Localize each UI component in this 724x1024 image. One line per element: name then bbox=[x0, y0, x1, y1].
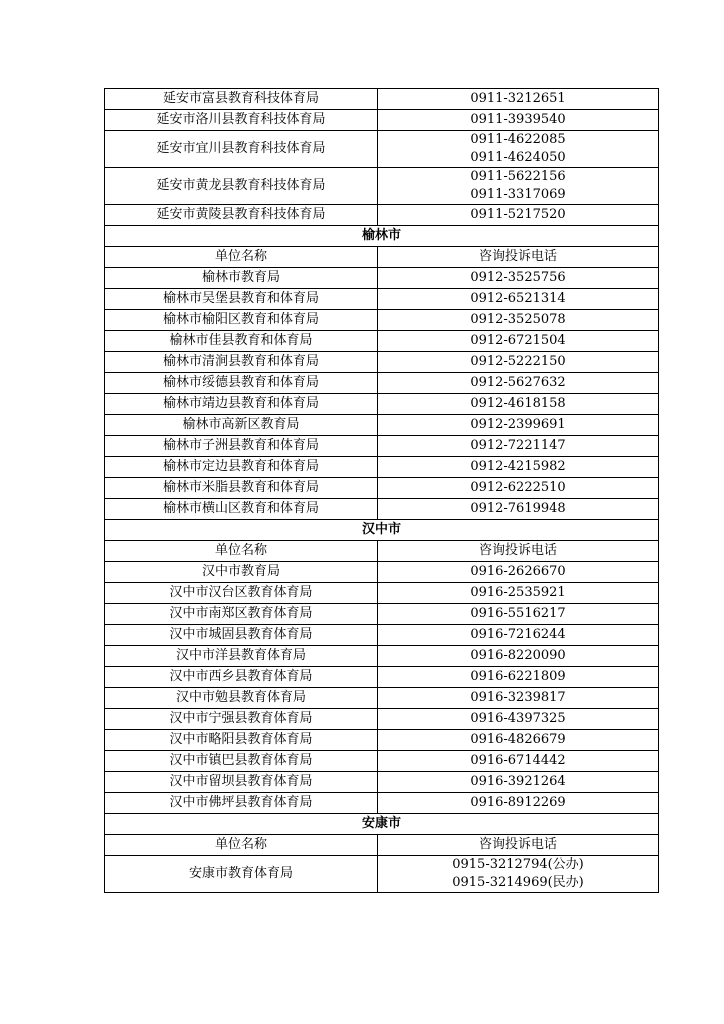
phone-number: 0912-4215982 bbox=[470, 459, 566, 474]
phone-number: 0911-4622085 bbox=[470, 132, 566, 147]
phone-number: 0911-4624050 bbox=[470, 150, 566, 165]
unit-name-cell: 榆林市佳县教育和体育局 bbox=[105, 331, 378, 352]
unit-name-cell: 榆林市定边县教育和体育局 bbox=[105, 457, 378, 478]
phone-number: 0916-3239817 bbox=[470, 690, 566, 705]
unit-name-cell: 汉中市留坝县教育体育局 bbox=[105, 772, 378, 793]
unit-name-cell: 汉中市镇巴县教育体育局 bbox=[105, 751, 378, 772]
phone-number: 0912-6521314 bbox=[470, 291, 566, 306]
phone-cell bbox=[378, 499, 659, 520]
city-heading: 榆林市 bbox=[105, 226, 659, 247]
phone-number: 0915-3214969(民办) bbox=[452, 875, 584, 890]
phone-cell bbox=[378, 478, 659, 499]
unit-name-cell: 延安市黄陵县教育科技体育局 bbox=[105, 205, 378, 226]
phone-cell bbox=[378, 373, 659, 394]
unit-name-cell: 延安市洛川县教育科技体育局 bbox=[105, 110, 378, 131]
table-row bbox=[105, 604, 659, 625]
phone-cell bbox=[378, 331, 659, 352]
phone-number: 0916-8220090 bbox=[470, 648, 566, 663]
table-row bbox=[105, 709, 659, 730]
table-row bbox=[105, 856, 659, 893]
phone-number: 0916-8912269 bbox=[470, 795, 566, 810]
phone-number: 0916-4397325 bbox=[470, 711, 566, 726]
table-row bbox=[105, 667, 659, 688]
unit-name-cell: 安康市教育体育局 bbox=[105, 856, 378, 893]
unit-name-cell: 汉中市西乡县教育体育局 bbox=[105, 667, 378, 688]
unit-name-cell: 榆林市吴堡县教育和体育局 bbox=[105, 289, 378, 310]
phone-cell bbox=[378, 625, 659, 646]
phone-column-header: 咨询投诉电话 bbox=[378, 835, 659, 856]
contact-table bbox=[104, 88, 659, 893]
unit-name-cell: 榆林市横山区教育和体育局 bbox=[105, 499, 378, 520]
table-row bbox=[105, 310, 659, 331]
contact-table-body bbox=[105, 89, 659, 893]
phone-cell bbox=[378, 168, 659, 205]
phone-number: 0912-5222150 bbox=[470, 354, 566, 369]
phone-number: 0912-2399691 bbox=[470, 417, 566, 432]
phone-number: 0916-6221809 bbox=[470, 669, 566, 684]
table-row bbox=[105, 131, 659, 168]
column-header-row bbox=[105, 247, 659, 268]
unit-name-cell: 榆林市高新区教育局 bbox=[105, 415, 378, 436]
section-header-row bbox=[105, 226, 659, 247]
phone-cell bbox=[378, 709, 659, 730]
phone-number: 0916-7216244 bbox=[470, 627, 566, 642]
unit-name-cell: 榆林市靖边县教育和体育局 bbox=[105, 394, 378, 415]
phone-number: 0912-3525078 bbox=[470, 312, 566, 327]
phone-number: 0916-2535921 bbox=[470, 585, 566, 600]
phone-number: 0916-4826679 bbox=[470, 732, 566, 747]
unit-name-cell: 延安市富县教育科技体育局 bbox=[105, 89, 378, 110]
city-heading: 安康市 bbox=[105, 814, 659, 835]
table-row bbox=[105, 625, 659, 646]
phone-number: 0915-3212794(公办) bbox=[452, 857, 584, 872]
phone-number: 0912-5627632 bbox=[470, 375, 566, 390]
phone-cell bbox=[378, 394, 659, 415]
table-row bbox=[105, 457, 659, 478]
unit-name-cell: 榆林市绥德县教育和体育局 bbox=[105, 373, 378, 394]
table-row bbox=[105, 583, 659, 604]
phone-cell bbox=[378, 772, 659, 793]
table-row bbox=[105, 478, 659, 499]
table-row bbox=[105, 562, 659, 583]
phone-number: 0912-3525756 bbox=[470, 270, 566, 285]
phone-cell bbox=[378, 856, 659, 893]
unit-name-cell: 榆林市清涧县教育和体育局 bbox=[105, 352, 378, 373]
unit-name-cell: 汉中市略阳县教育体育局 bbox=[105, 730, 378, 751]
table-row bbox=[105, 268, 659, 289]
phone-cell bbox=[378, 730, 659, 751]
city-heading: 汉中市 bbox=[105, 520, 659, 541]
phone-number: 0912-7221147 bbox=[470, 438, 566, 453]
phone-cell bbox=[378, 415, 659, 436]
phone-cell bbox=[378, 352, 659, 373]
column-header-row bbox=[105, 835, 659, 856]
phone-cell bbox=[378, 289, 659, 310]
section-header-row bbox=[105, 814, 659, 835]
phone-cell bbox=[378, 646, 659, 667]
phone-cell bbox=[378, 436, 659, 457]
phone-cell bbox=[378, 562, 659, 583]
contact-table-page bbox=[104, 88, 656, 893]
unit-name-cell: 汉中市佛坪县教育体育局 bbox=[105, 793, 378, 814]
unit-name-cell: 汉中市宁强县教育体育局 bbox=[105, 709, 378, 730]
unit-name-cell: 延安市宜川县教育科技体育局 bbox=[105, 131, 378, 168]
unit-name-cell: 延安市黄龙县教育科技体育局 bbox=[105, 168, 378, 205]
phone-cell bbox=[378, 688, 659, 709]
table-row bbox=[105, 436, 659, 457]
unit-name-cell: 汉中市汉台区教育体育局 bbox=[105, 583, 378, 604]
table-row bbox=[105, 646, 659, 667]
table-row bbox=[105, 730, 659, 751]
unit-column-header: 单位名称 bbox=[105, 541, 378, 562]
unit-name-cell: 汉中市洋县教育体育局 bbox=[105, 646, 378, 667]
unit-name-cell: 汉中市教育局 bbox=[105, 562, 378, 583]
phone-cell bbox=[378, 310, 659, 331]
phone-number: 0916-6714442 bbox=[470, 753, 566, 768]
table-row bbox=[105, 751, 659, 772]
phone-number: 0912-7619948 bbox=[470, 501, 566, 516]
phone-cell bbox=[378, 751, 659, 772]
table-row bbox=[105, 205, 659, 226]
phone-cell bbox=[378, 89, 659, 110]
unit-column-header: 单位名称 bbox=[105, 835, 378, 856]
phone-column-header: 咨询投诉电话 bbox=[378, 541, 659, 562]
table-row bbox=[105, 89, 659, 110]
table-row bbox=[105, 415, 659, 436]
table-row bbox=[105, 793, 659, 814]
table-row bbox=[105, 394, 659, 415]
phone-cell bbox=[378, 268, 659, 289]
table-row bbox=[105, 772, 659, 793]
phone-cell bbox=[378, 583, 659, 604]
table-row bbox=[105, 168, 659, 205]
table-row bbox=[105, 688, 659, 709]
phone-number: 0916-5516217 bbox=[470, 606, 566, 621]
phone-cell bbox=[378, 131, 659, 168]
phone-cell bbox=[378, 205, 659, 226]
phone-cell bbox=[378, 457, 659, 478]
phone-number: 0911-3317069 bbox=[470, 187, 566, 202]
phone-cell bbox=[378, 793, 659, 814]
phone-cell bbox=[378, 604, 659, 625]
unit-name-cell: 汉中市城固县教育体育局 bbox=[105, 625, 378, 646]
unit-name-cell: 榆林市教育局 bbox=[105, 268, 378, 289]
phone-number: 0911-3939540 bbox=[470, 112, 566, 127]
table-row bbox=[105, 352, 659, 373]
table-row bbox=[105, 110, 659, 131]
phone-number: 0911-5622156 bbox=[470, 169, 566, 184]
phone-number: 0911-3212651 bbox=[470, 91, 566, 106]
phone-cell bbox=[378, 110, 659, 131]
table-row bbox=[105, 499, 659, 520]
phone-number: 0916-3921264 bbox=[470, 774, 566, 789]
phone-column-header: 咨询投诉电话 bbox=[378, 247, 659, 268]
unit-column-header: 单位名称 bbox=[105, 247, 378, 268]
section-header-row bbox=[105, 520, 659, 541]
phone-number: 0916-2626670 bbox=[470, 564, 566, 579]
phone-number: 0911-5217520 bbox=[470, 207, 566, 222]
phone-number: 0912-6721504 bbox=[470, 333, 566, 348]
unit-name-cell: 榆林市榆阳区教育和体育局 bbox=[105, 310, 378, 331]
unit-name-cell: 榆林市米脂县教育和体育局 bbox=[105, 478, 378, 499]
table-row bbox=[105, 373, 659, 394]
unit-name-cell: 汉中市南郑区教育体育局 bbox=[105, 604, 378, 625]
column-header-row bbox=[105, 541, 659, 562]
phone-cell bbox=[378, 667, 659, 688]
table-row bbox=[105, 289, 659, 310]
unit-name-cell: 榆林市子洲县教育和体育局 bbox=[105, 436, 378, 457]
unit-name-cell: 汉中市勉县教育体育局 bbox=[105, 688, 378, 709]
table-row bbox=[105, 331, 659, 352]
phone-number: 0912-4618158 bbox=[470, 396, 566, 411]
phone-number: 0912-6222510 bbox=[470, 480, 566, 495]
